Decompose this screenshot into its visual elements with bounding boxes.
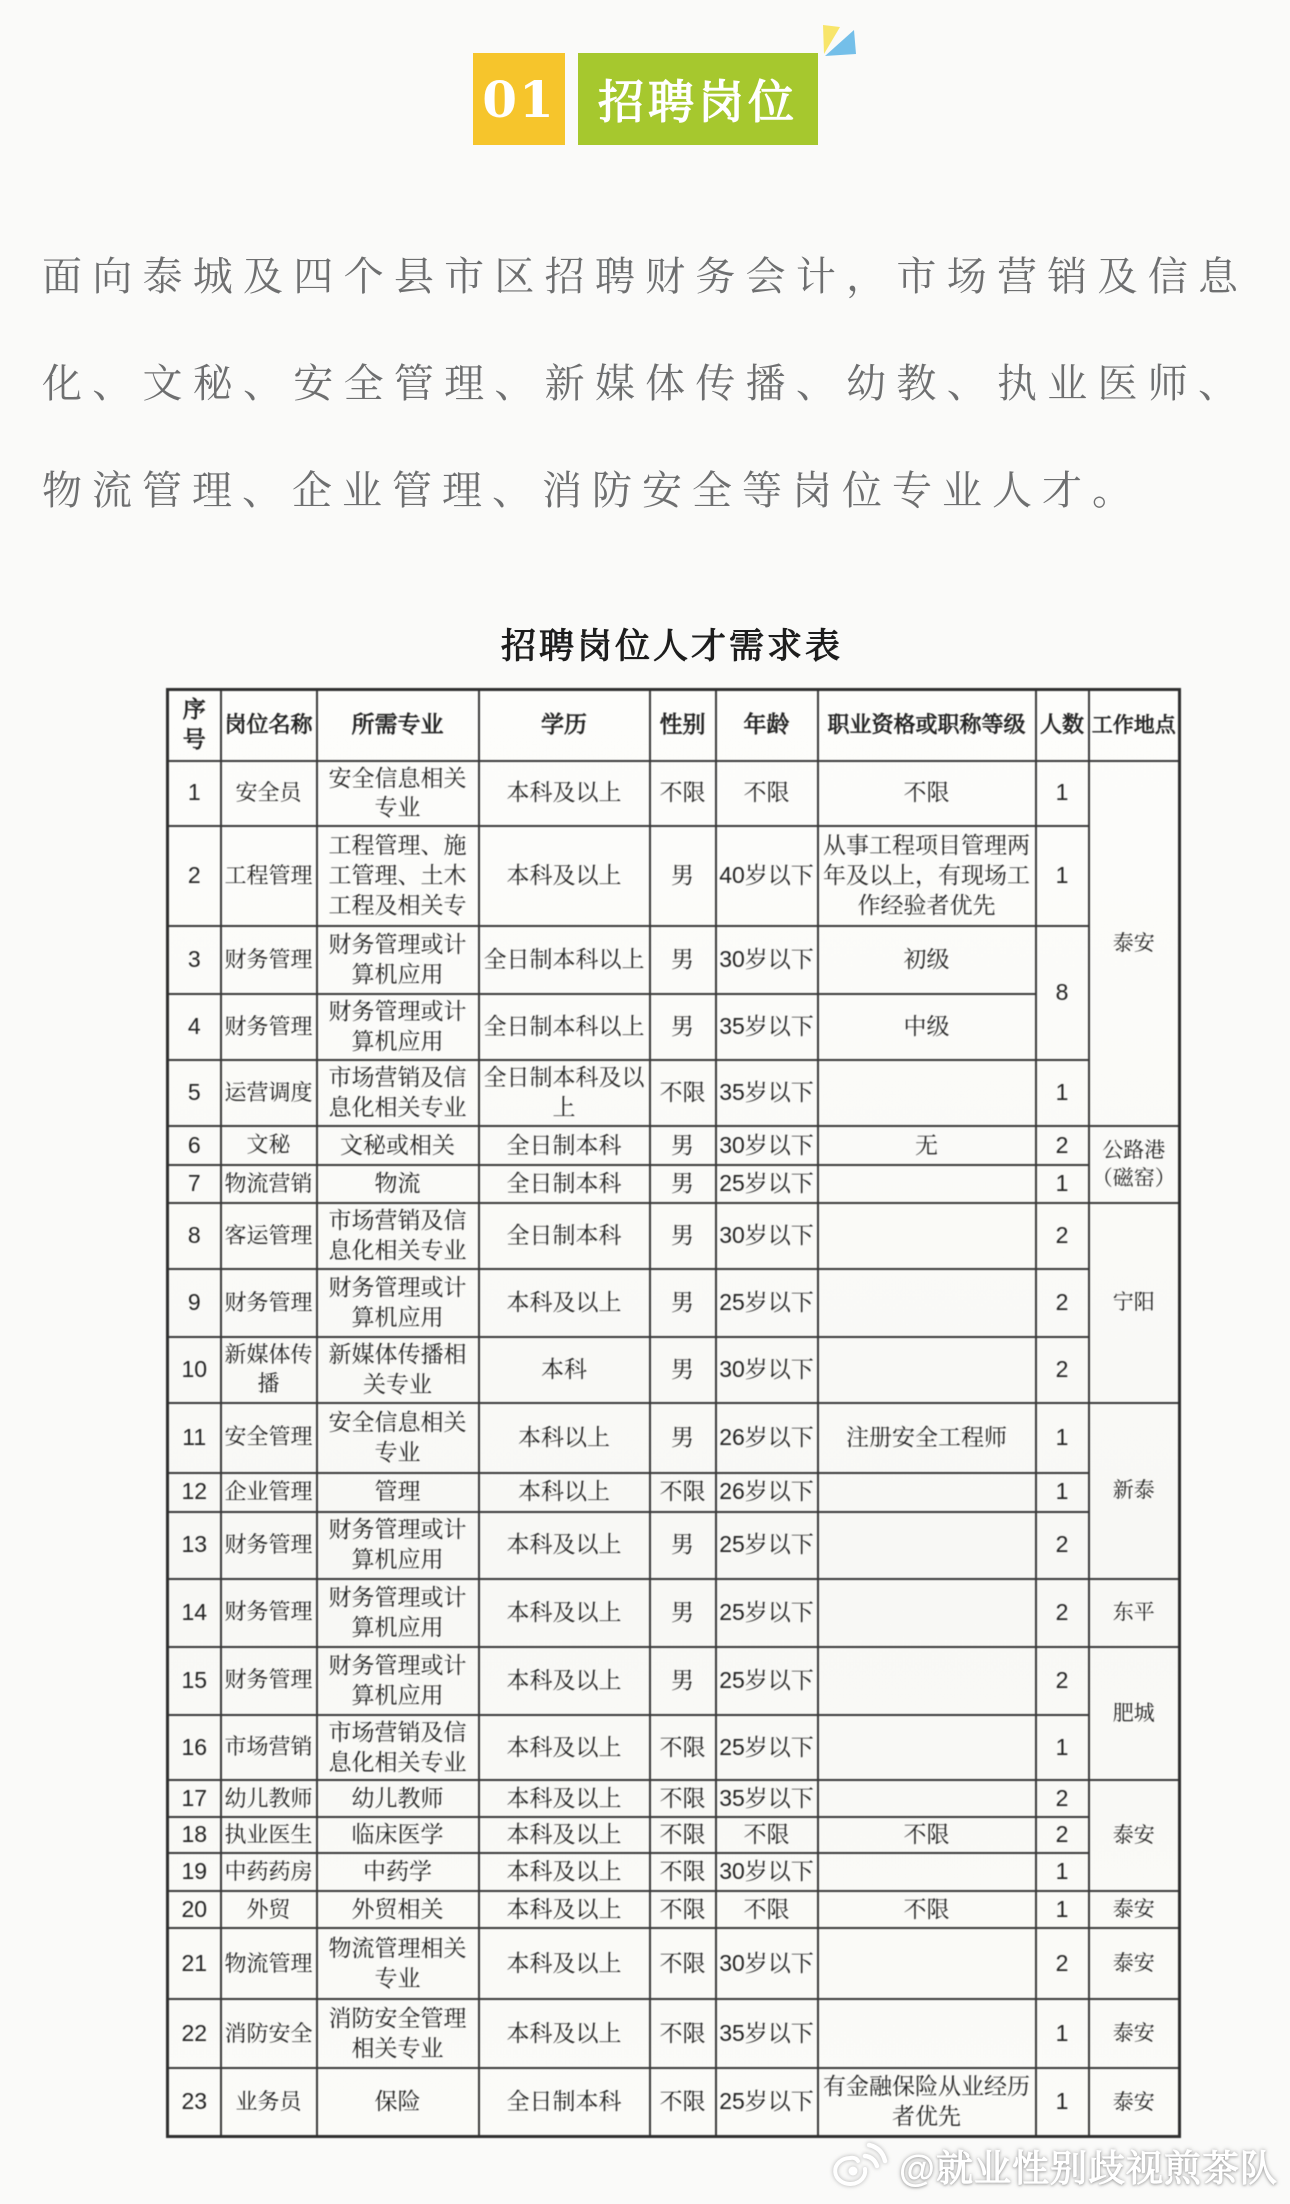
table-row [168, 1928, 1180, 1999]
column-header: 职业资格或职称等级 [818, 690, 1036, 761]
table-cell: 企业管理 [221, 1473, 317, 1512]
table-cell: 15 [168, 1647, 221, 1715]
table-cell: 30岁以下 [716, 1126, 818, 1165]
table-cell: 不限 [716, 1891, 818, 1928]
table-row [168, 1579, 1180, 1647]
table-cell: 外贸相关 [317, 1891, 479, 1928]
table-row [168, 1060, 1180, 1126]
table-cell: 肥城 [1089, 1647, 1180, 1781]
table-cell: 不限 [818, 761, 1036, 827]
table-cell: 26岁以下 [716, 1473, 818, 1512]
table-cell: 19 [168, 1853, 221, 1891]
table-cell: 市场营销及信息化相关专业 [317, 1203, 479, 1269]
table-cell: 消防安全 [221, 1999, 317, 2068]
watermark-handle: @就业性别歧视煎茶队 [898, 2148, 1278, 2189]
table-cell [818, 1269, 1036, 1337]
table-cell: 全日制本科以上 [479, 994, 650, 1060]
table-cell: 20 [168, 1891, 221, 1928]
table-cell: 财务管理或计算机应用 [317, 1512, 479, 1579]
table-cell: 6 [168, 1126, 221, 1165]
column-header: 性别 [650, 690, 716, 761]
table-cell: 1 [1036, 1473, 1089, 1512]
table-cell: 25岁以下 [716, 1579, 818, 1647]
table-cell: 不限 [818, 1817, 1036, 1853]
table-cell: 本科及以上 [479, 1579, 650, 1647]
table-cell: 1 [1036, 1165, 1089, 1203]
table-cell: 中级 [818, 994, 1036, 1060]
table-row [168, 1647, 1180, 1715]
table-cell: 14 [168, 1579, 221, 1647]
table-cell: 公路港（磁窑） [1089, 1126, 1180, 1203]
table-cell: 2 [1036, 1817, 1089, 1853]
table-cell: 不限 [716, 761, 818, 827]
table-cell: 幼儿教师 [317, 1780, 479, 1817]
table-cell: 男 [650, 1512, 716, 1579]
table-cell: 全日制本科 [479, 1203, 650, 1269]
table-cell: 男 [650, 1126, 716, 1165]
table-cell: 不限 [716, 1817, 818, 1853]
table-cell: 泰安 [1089, 2068, 1180, 2136]
table-cell: 物流管理 [221, 1928, 317, 1999]
table-cell: 物流 [317, 1165, 479, 1203]
table-cell: 运营调度 [221, 1060, 317, 1126]
table-cell: 13 [168, 1512, 221, 1579]
table-cell: 35岁以下 [716, 1780, 818, 1817]
table-cell [818, 1512, 1036, 1579]
table-cell: 18 [168, 1817, 221, 1853]
table-cell [818, 1999, 1036, 2068]
table-cell: 8 [1036, 926, 1089, 1060]
table-row [168, 1473, 1180, 1512]
table-cell: 2 [1036, 1928, 1089, 1999]
table-cell: 不限 [650, 1891, 716, 1928]
table-cell: 泰安 [1089, 1780, 1180, 1891]
table-cell: 30岁以下 [716, 1337, 818, 1403]
column-header: 人数 [1036, 690, 1089, 761]
table-cell: 1 [1036, 826, 1089, 926]
table-row [168, 926, 1180, 994]
table-cell: 不限 [650, 1817, 716, 1853]
table-cell: 全日制本科 [479, 2068, 650, 2136]
table-cell: 本科及以上 [479, 1647, 650, 1715]
table-cell: 2 [1036, 1203, 1089, 1269]
column-header: 学历 [479, 690, 650, 761]
table-cell: 1 [1036, 1403, 1089, 1473]
table-cell: 不限 [650, 1715, 716, 1781]
table-cell: 文秘 [221, 1126, 317, 1165]
section-number-badge: 01 [473, 53, 565, 145]
table-cell: 消防安全管理相关专业 [317, 1999, 479, 2068]
section-header [0, 0, 1290, 210]
table-cell: 25岁以下 [716, 1512, 818, 1579]
table-cell: 中药学 [317, 1853, 479, 1891]
table-cell: 2 [168, 826, 221, 926]
table-cell: 新媒体传播相关专业 [317, 1337, 479, 1403]
table-cell: 全日制本科 [479, 1165, 650, 1203]
table-cell: 管理 [317, 1473, 479, 1512]
table-cell: 不限 [650, 1928, 716, 1999]
table-cell: 财务管理或计算机应用 [317, 1269, 479, 1337]
table-row [168, 1817, 1180, 1853]
table-cell: 9 [168, 1269, 221, 1337]
table-cell: 业务员 [221, 2068, 317, 2136]
table-row [168, 1891, 1180, 1928]
table-cell: 17 [168, 1780, 221, 1817]
table-cell: 宁阳 [1089, 1203, 1180, 1403]
table-cell: 本科及以上 [479, 1817, 650, 1853]
table-cell: 泰安 [1089, 761, 1180, 1127]
table-cell: 财务管理或计算机应用 [317, 1579, 479, 1647]
table-cell: 本科及以上 [479, 1269, 650, 1337]
table-cell: 财务管理或计算机应用 [317, 994, 479, 1060]
table-cell: 本科及以上 [479, 1928, 650, 1999]
table-cell [818, 1780, 1036, 1817]
table-cell: 物流管理相关专业 [317, 1928, 479, 1999]
table-cell: 2 [1036, 1269, 1089, 1337]
table-cell: 财务管理 [221, 1647, 317, 1715]
table-cell: 不限 [650, 1060, 716, 1126]
table-cell: 30岁以下 [716, 1203, 818, 1269]
section-title-badge: 招聘岗位 [578, 53, 818, 145]
column-header: 所需专业 [317, 690, 479, 761]
table-cell: 26岁以下 [716, 1403, 818, 1473]
table-cell: 新媒体传播 [221, 1337, 317, 1403]
table-cell: 1 [1036, 1891, 1089, 1928]
table-row [168, 1203, 1180, 1269]
table-cell: 文秘或相关 [317, 1126, 479, 1165]
table-cell: 泰安 [1089, 1891, 1180, 1928]
table-cell: 1 [1036, 1999, 1089, 2068]
table-cell: 本科以上 [479, 1403, 650, 1473]
column-header: 岗位名称 [221, 690, 317, 761]
table-cell [818, 1853, 1036, 1891]
column-header: 序号 [168, 690, 221, 761]
table-cell: 30岁以下 [716, 1928, 818, 1999]
table-cell: 16 [168, 1715, 221, 1781]
table-cell: 本科及以上 [479, 1999, 650, 2068]
table-cell: 25岁以下 [716, 1165, 818, 1203]
table-cell: 安全信息相关专业 [317, 1403, 479, 1473]
table-cell: 1 [1036, 1715, 1089, 1781]
table-cell: 男 [650, 1269, 716, 1337]
table-cell: 财务管理或计算机应用 [317, 1647, 479, 1715]
table-cell: 无 [818, 1126, 1036, 1165]
table-cell [818, 1473, 1036, 1512]
table-cell: 本科及以上 [479, 1780, 650, 1817]
table-cell: 本科及以上 [479, 826, 650, 926]
table-cell: 全日制本科 [479, 1126, 650, 1165]
table-cell: 35岁以下 [716, 994, 818, 1060]
recruitment-table [166, 688, 1181, 2138]
table-cell: 财务管理 [221, 1579, 317, 1647]
table-cell: 40岁以下 [716, 826, 818, 926]
table-cell: 东平 [1089, 1579, 1180, 1647]
table-header-row [168, 690, 1180, 761]
table-cell: 市场营销及信息化相关专业 [317, 1060, 479, 1126]
table-cell: 财务管理 [221, 1269, 317, 1337]
table-cell: 物流营销 [221, 1165, 317, 1203]
table-cell: 23 [168, 2068, 221, 2136]
table-cell: 本科 [479, 1337, 650, 1403]
table-cell: 财务管理 [221, 926, 317, 994]
table-cell: 有金融保险从业经历者优先 [818, 2068, 1036, 2136]
table-cell: 不限 [650, 1780, 716, 1817]
table-cell: 男 [650, 1337, 716, 1403]
table-cell: 从事工程项目管理两年及以上，有现场工作经验者优先 [818, 826, 1036, 926]
table-cell: 不限 [650, 1853, 716, 1891]
table-cell: 男 [650, 1203, 716, 1269]
table-row [168, 1165, 1180, 1203]
table-cell: 男 [650, 826, 716, 926]
table-cell: 1 [1036, 1853, 1089, 1891]
table-row [168, 826, 1180, 926]
table-cell: 客运管理 [221, 1203, 317, 1269]
table-cell: 安全员 [221, 761, 317, 827]
table-cell: 不限 [650, 761, 716, 827]
table-cell: 8 [168, 1203, 221, 1269]
table-cell: 不限 [650, 1473, 716, 1512]
table-cell: 2 [1036, 1512, 1089, 1579]
table-cell: 财务管理或计算机应用 [317, 926, 479, 994]
table-cell: 3 [168, 926, 221, 994]
table-cell: 工程管理、施工管理、土木工程及相关专 [317, 826, 479, 926]
table-cell: 11 [168, 1403, 221, 1473]
table-cell: 2 [1036, 1780, 1089, 1817]
table-cell: 30岁以下 [716, 1853, 818, 1891]
table-cell: 1 [1036, 2068, 1089, 2136]
table-cell: 本科及以上 [479, 1853, 650, 1891]
table-cell: 男 [650, 1647, 716, 1715]
table-cell: 幼儿教师 [221, 1780, 317, 1817]
table-scan [166, 622, 1178, 2138]
sparkle-triangles-icon [817, 19, 859, 59]
table-cell: 财务管理 [221, 1512, 317, 1579]
table-cell: 市场营销及信息化相关专业 [317, 1715, 479, 1781]
table-cell: 不限 [650, 2068, 716, 2136]
table-cell: 22 [168, 1999, 221, 2068]
table-cell: 25岁以下 [716, 1715, 818, 1781]
table-cell: 全日制本科及以上 [479, 1060, 650, 1126]
table-row [168, 1269, 1180, 1337]
table-cell: 工程管理 [221, 826, 317, 926]
table-cell: 25岁以下 [716, 1269, 818, 1337]
table-cell [818, 1647, 1036, 1715]
table-row [168, 1337, 1180, 1403]
table-row [168, 761, 1180, 827]
table-cell: 2 [1036, 1579, 1089, 1647]
column-header: 工作地点 [1089, 690, 1180, 761]
table-cell: 执业医生 [221, 1817, 317, 1853]
table-cell: 12 [168, 1473, 221, 1512]
table-cell: 临床医学 [317, 1817, 479, 1853]
table-cell: 25岁以下 [716, 2068, 818, 2136]
watermark [831, 2138, 1278, 2192]
table-cell: 本科及以上 [479, 761, 650, 827]
table-cell: 本科及以上 [479, 1512, 650, 1579]
table-cell: 不限 [818, 1891, 1036, 1928]
table-row [168, 1512, 1180, 1579]
table-row [168, 1715, 1180, 1781]
table-row [168, 1853, 1180, 1891]
table-cell [818, 1579, 1036, 1647]
table-cell: 5 [168, 1060, 221, 1126]
weibo-icon [831, 2139, 889, 2191]
table-cell: 男 [650, 1579, 716, 1647]
table-cell: 男 [650, 1403, 716, 1473]
table-cell: 中药药房 [221, 1853, 317, 1891]
table-cell: 保险 [317, 2068, 479, 2136]
column-header: 年龄 [716, 690, 818, 761]
table-cell: 35岁以下 [716, 1060, 818, 1126]
table-cell: 1 [1036, 1060, 1089, 1126]
table-cell: 财务管理 [221, 994, 317, 1060]
intro-paragraph: 面向泰城及四个县市区招聘财务会计，市场营销及信息化、文秘、安全管理、新媒体传播、幼教、执业医师、物流管理、企业管理、消防安全等岗位专业人才。 [42, 255, 1248, 513]
table-row [168, 1999, 1180, 2068]
table-cell: 外贸 [221, 1891, 317, 1928]
table-cell: 7 [168, 1165, 221, 1203]
table-cell: 10 [168, 1337, 221, 1403]
table-row [168, 1403, 1180, 1473]
table-cell [818, 1928, 1036, 1999]
table-row [168, 1126, 1180, 1165]
table-cell: 本科及以上 [479, 1715, 650, 1781]
table-cell: 男 [650, 1165, 716, 1203]
table-cell [818, 1715, 1036, 1781]
table-cell: 男 [650, 994, 716, 1060]
table-cell: 安全信息相关专业 [317, 761, 479, 827]
table-cell [818, 1060, 1036, 1126]
table-cell [818, 1203, 1036, 1269]
table-cell: 2 [1036, 1337, 1089, 1403]
table-cell: 25岁以下 [716, 1647, 818, 1715]
table-cell: 注册安全工程师 [818, 1403, 1036, 1473]
table-cell: 2 [1036, 1126, 1089, 1165]
table-cell: 泰安 [1089, 1999, 1180, 2068]
table-cell: 1 [1036, 761, 1089, 827]
table-cell: 全日制本科以上 [479, 926, 650, 994]
table-cell: 不限 [650, 1999, 716, 2068]
table-cell: 2 [1036, 1647, 1089, 1715]
table-cell: 泰安 [1089, 1928, 1180, 1999]
table-cell: 4 [168, 994, 221, 1060]
table-cell: 本科以上 [479, 1473, 650, 1512]
table-row [168, 2068, 1180, 2136]
table-cell: 35岁以下 [716, 1999, 818, 2068]
table-cell: 市场营销 [221, 1715, 317, 1781]
table-cell [818, 1337, 1036, 1403]
table-cell: 男 [650, 926, 716, 994]
table-cell: 30岁以下 [716, 926, 818, 994]
table-cell: 本科及以上 [479, 1891, 650, 1928]
table-cell: 1 [168, 761, 221, 827]
table-row [168, 994, 1180, 1060]
table-cell: 新泰 [1089, 1403, 1180, 1579]
table-cell: 安全管理 [221, 1403, 317, 1473]
table-cell [818, 1165, 1036, 1203]
table-row [168, 1780, 1180, 1817]
table-cell: 21 [168, 1928, 221, 1999]
table-cell: 初级 [818, 926, 1036, 994]
table-title: 招聘岗位人才需求表 [500, 627, 843, 666]
